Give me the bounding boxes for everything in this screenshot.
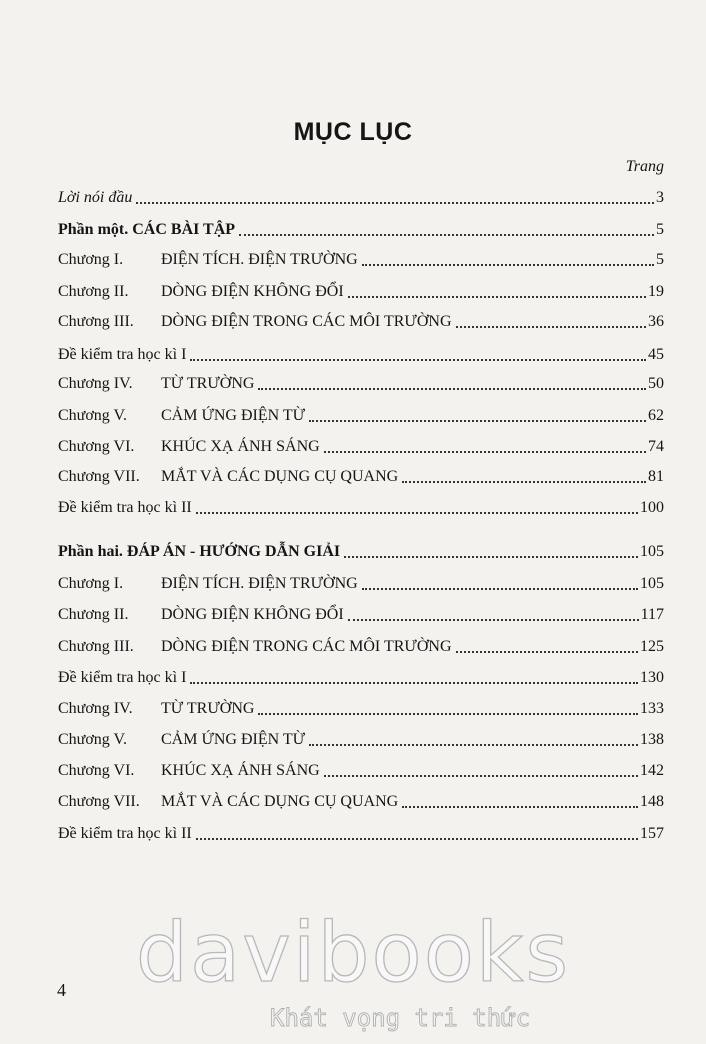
toc-entry-title: Lời nói đầu xyxy=(58,189,133,206)
toc-page-number: 19 xyxy=(648,283,664,300)
dot-leader xyxy=(258,388,646,390)
toc-entry-title: Đề kiểm tra học kì I xyxy=(58,346,187,363)
toc-page-number: 133 xyxy=(640,700,664,717)
toc-entry-title: Đề kiểm tra học kì II xyxy=(58,825,192,842)
dot-leader xyxy=(348,619,639,621)
toc-row[interactable] xyxy=(58,728,664,750)
toc-row[interactable] xyxy=(58,790,664,812)
toc-row[interactable] xyxy=(58,496,664,518)
toc-row[interactable] xyxy=(58,343,664,365)
toc-chapter-label: Chương II. xyxy=(58,283,129,300)
toc-page-number: 36 xyxy=(648,313,664,330)
toc-row[interactable] xyxy=(58,603,664,625)
toc-row[interactable] xyxy=(58,218,664,240)
dot-leader xyxy=(456,651,639,653)
dot-leader xyxy=(348,296,646,298)
toc-row[interactable] xyxy=(58,759,664,781)
toc-row[interactable] xyxy=(58,310,664,332)
dot-leader xyxy=(190,359,646,361)
toc-entry-title: KHÚC XẠ ÁNH SÁNG xyxy=(161,438,320,455)
toc-entry-title: DÒNG ĐIỆN TRONG CÁC MÔI TRƯỜNG xyxy=(161,638,452,655)
toc-row[interactable] xyxy=(58,697,664,719)
toc-entry-title: KHÚC XẠ ÁNH SÁNG xyxy=(161,762,320,779)
toc-chapter-label: Chương I. xyxy=(58,251,124,268)
toc-entry-title: CẢM ỨNG ĐIỆN TỪ xyxy=(161,731,306,748)
toc-page-number: 81 xyxy=(648,468,664,485)
dot-leader xyxy=(456,326,647,328)
toc-page-number: 5 xyxy=(656,251,664,268)
toc-row[interactable] xyxy=(58,372,664,394)
toc-chapter-label: Chương IV. xyxy=(58,375,133,392)
dot-leader xyxy=(402,481,646,483)
dot-leader xyxy=(362,264,654,266)
toc-entry-title: Phần một. CÁC BÀI TẬP xyxy=(58,221,236,238)
toc-row[interactable] xyxy=(58,572,664,594)
dot-leader xyxy=(362,588,638,590)
toc-row[interactable] xyxy=(58,465,664,487)
watermark-brand: davibooks xyxy=(135,906,571,1001)
toc-entry-title: DÒNG ĐIỆN TRONG CÁC MÔI TRƯỜNG xyxy=(161,313,452,330)
toc-page-number: 50 xyxy=(648,375,664,392)
toc-page-number: 157 xyxy=(640,825,664,842)
toc-row[interactable] xyxy=(58,404,664,426)
toc-chapter-label: Chương VII. xyxy=(58,793,140,810)
page-number: 4 xyxy=(57,980,66,1000)
toc-page-number: 148 xyxy=(640,793,664,810)
toc-entry-title: TỪ TRƯỜNG xyxy=(161,375,255,392)
dot-leader xyxy=(136,202,654,204)
toc-entry-title: ĐIỆN TÍCH. ĐIỆN TRƯỜNG xyxy=(161,575,358,592)
toc-entry-title: DÒNG ĐIỆN KHÔNG ĐỔI xyxy=(161,606,344,623)
toc-row[interactable] xyxy=(58,666,664,688)
toc-row[interactable] xyxy=(58,635,664,657)
toc-page-number: 5 xyxy=(656,221,664,238)
toc-entry-title: ĐIỆN TÍCH. ĐIỆN TRƯỜNG xyxy=(161,251,358,268)
toc-page-number: 45 xyxy=(648,346,664,363)
toc-page-number: 142 xyxy=(640,762,664,779)
dot-leader xyxy=(196,838,638,840)
toc-chapter-label: Chương III. xyxy=(58,638,134,655)
toc-page-number: 3 xyxy=(656,189,664,206)
toc-row[interactable] xyxy=(58,280,664,302)
toc-entry-title: DÒNG ĐIỆN KHÔNG ĐỔI xyxy=(161,283,344,300)
toc-entry-title: Đề kiểm tra học kì I xyxy=(58,669,187,686)
toc-row[interactable] xyxy=(58,540,664,562)
toc-chapter-label: Chương VII. xyxy=(58,468,140,485)
toc-entry-title: MẮT VÀ CÁC DỤNG CỤ QUANG xyxy=(161,793,399,810)
watermark-slogan: Khát vọng tri thức xyxy=(270,1004,531,1032)
toc-chapter-label: Chương II. xyxy=(58,606,129,623)
toc-page-number: 138 xyxy=(640,731,664,748)
dot-leader xyxy=(324,451,646,453)
dot-leader xyxy=(258,713,638,715)
toc-chapter-label: Chương V. xyxy=(58,731,128,748)
toc-page-number: 62 xyxy=(648,407,664,424)
toc-chapter-label: Chương VI. xyxy=(58,762,135,779)
toc-row[interactable] xyxy=(58,435,664,457)
dot-leader xyxy=(309,420,646,422)
toc-page-number: 100 xyxy=(640,499,664,516)
toc-entry-title: MẮT VÀ CÁC DỤNG CỤ QUANG xyxy=(161,468,399,485)
dot-leader xyxy=(239,234,654,236)
toc-page-number: 105 xyxy=(640,543,664,560)
dot-leader xyxy=(309,744,638,746)
toc-entry-title: CẢM ỨNG ĐIỆN TỪ xyxy=(161,407,306,424)
toc-chapter-label: Chương VI. xyxy=(58,438,135,455)
toc-chapter-label: Chương V. xyxy=(58,407,128,424)
toc-chapter-label: Chương I. xyxy=(58,575,124,592)
toc-page-number: 105 xyxy=(640,575,664,592)
toc-chapter-label: Chương IV. xyxy=(58,700,133,717)
toc-chapter-label: Chương III. xyxy=(58,313,134,330)
dot-leader xyxy=(190,682,638,684)
toc-entry-title: TỪ TRƯỜNG xyxy=(161,700,255,717)
dot-leader xyxy=(324,775,638,777)
page-column-label: Trang xyxy=(625,158,664,175)
toc-page-number: 125 xyxy=(640,638,664,655)
toc-page-number: 130 xyxy=(640,669,664,686)
toc-row[interactable] xyxy=(58,822,664,844)
page-title: MỤC LỤC xyxy=(293,118,413,146)
dot-leader xyxy=(344,556,638,558)
toc-entry-title: Phần hai. ĐÁP ÁN - HƯỚNG DẪN GIẢI xyxy=(58,543,341,560)
toc-row[interactable] xyxy=(58,248,664,270)
dot-leader xyxy=(402,806,638,808)
toc-row[interactable] xyxy=(58,186,664,208)
toc-entry-title: Đề kiểm tra học kì II xyxy=(58,499,192,516)
toc-page-number: 74 xyxy=(648,438,664,455)
toc-page-number: 117 xyxy=(640,606,664,623)
dot-leader xyxy=(196,512,638,514)
